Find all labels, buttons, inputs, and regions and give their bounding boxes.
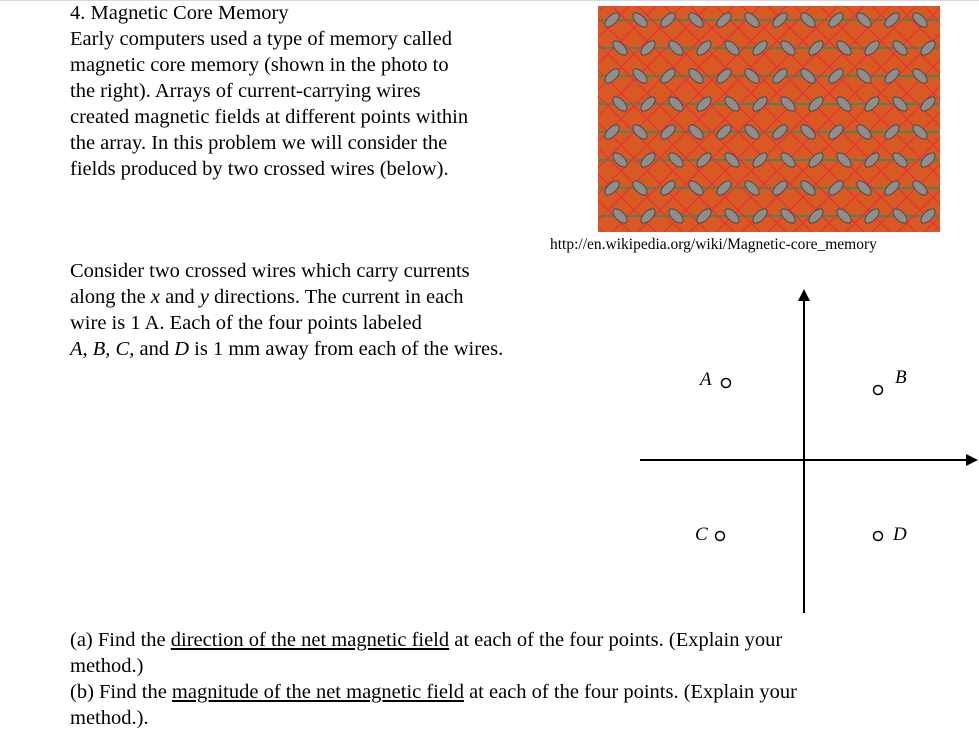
y-arrowhead [798,289,810,301]
intro-line: magnetic core memory (shown in the photo to [70,54,449,76]
intro-line: the right). Arrays of current-carrying wires [70,80,421,102]
underlined-phrase: direction of the net magnetic field [170,629,450,651]
question-b-line: (b) Find the magnitude of the net magnetic field at each of the four points. (Explain your [70,681,797,703]
consider-line: Consider two crossed wires which carry currents [70,260,470,282]
x-arrowhead [966,454,978,466]
point-c-label: C [695,524,708,545]
consider-line: wire is 1 A. Each of the four points labeled [70,312,422,334]
point-b-label: B [895,367,907,388]
intro-line: the array. In this problem we will consider the [70,132,448,154]
point-d-marker [874,532,883,541]
consider-line: along the x and y directions. The current in each [70,286,464,308]
point-c-marker [716,532,725,541]
intro-line: created magnetic fields at different points within [70,106,469,128]
point-b-marker [874,386,883,395]
problem-heading: 4. Magnetic Core Memory [70,2,289,24]
question-b-line: method.). [70,707,149,729]
point-a-label: A [700,369,712,390]
intro-line: Early computers used a type of memory called [70,28,452,50]
point-a-marker [722,379,731,388]
questions-block [70,627,797,731]
photo-caption-url: http://en.wikipedia.org/wiki/Magnetic-core_memory [550,236,877,253]
point-d-label: D [893,524,907,545]
question-a-line: method.) [70,655,144,677]
underlined-phrase: magnitude of the net magnetic field [171,681,464,703]
intro-line: fields produced by two crossed wires (below). [70,158,449,180]
question-a-line: (a) Find the direction of the net magnetic field at each of the four points. (Explain your [70,629,783,651]
consider-line: A, B, C, and D is 1 mm away from each of the wires. [70,338,504,360]
